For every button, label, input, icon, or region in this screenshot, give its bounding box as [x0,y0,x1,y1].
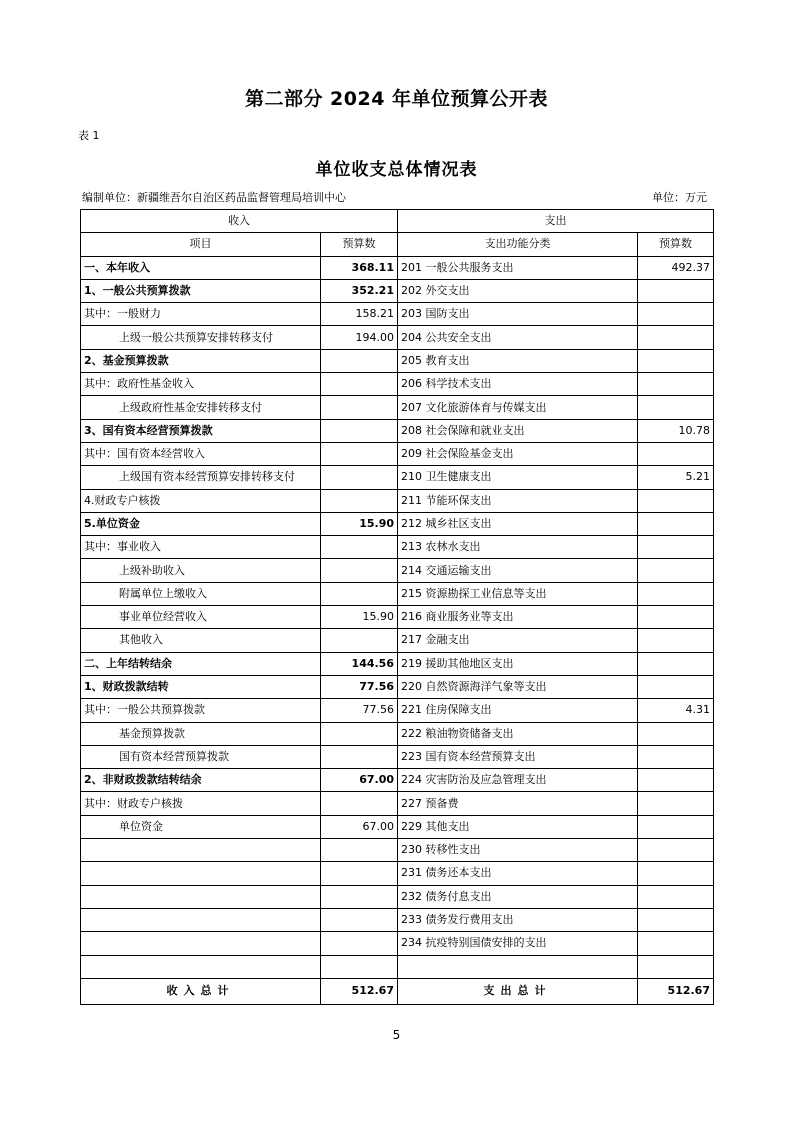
income-item-value [321,442,398,465]
page-number: 5 [392,1028,401,1042]
income-item-label: 上级补助收入 [81,559,321,582]
table-row [81,396,714,419]
table-row [81,675,714,698]
expense-function-label: 207 文化旅游体育与传媒支出 [398,396,638,419]
table-row [81,769,714,792]
expense-function-label: 211 节能环保支出 [398,489,638,512]
table-header-row-2 [81,233,714,256]
page-title: 第二部分 2024 年单位预算公开表 [244,88,549,110]
expense-function-value: 10.78 [638,419,714,442]
income-item-label: 附属单位上缴收入 [81,582,321,605]
table-row [81,582,714,605]
income-item-label: 其中：事业收入 [81,536,321,559]
income-item-label: 上级政府性基金安排转移支付 [81,396,321,419]
total-income-value: 512.67 [321,978,398,1004]
income-item-label: 其他收入 [81,629,321,652]
expense-function-label: 224 灾害防治及应急管理支出 [398,769,638,792]
expense-function-label: 221 住房保障支出 [398,699,638,722]
table-row [81,536,714,559]
income-item-value [321,396,398,419]
income-item-value [321,932,398,955]
table-row [81,466,714,489]
table-row [81,303,714,326]
expense-function-value [638,722,714,745]
income-item-value: 67.00 [321,815,398,838]
income-item-value: 194.00 [321,326,398,349]
expense-function-label: 222 粮油物资储备支出 [398,722,638,745]
table-row [81,815,714,838]
income-item-value: 352.21 [321,279,398,302]
income-item-value: 67.00 [321,769,398,792]
income-item-label: 其中：政府性基金收入 [81,373,321,396]
income-item-value [321,466,398,489]
expense-function-label: 223 国有资本经营预算支出 [398,745,638,768]
income-item-value [321,349,398,372]
income-item-label: 事业单位经营收入 [81,606,321,629]
table-header-row-1 [81,210,714,233]
expense-function-value [638,512,714,535]
total-income-label: 收入总计 [81,978,321,1004]
income-item-label: 4.财政专户核拨 [81,489,321,512]
expense-function-label: 204 公共安全支出 [398,326,638,349]
expense-function-value [638,582,714,605]
expense-function-label: 214 交通运输支出 [398,559,638,582]
table-row [81,955,714,978]
income-item-value: 15.90 [321,606,398,629]
income-item-value [321,792,398,815]
expense-function-label: 233 债务发行费用支出 [398,908,638,931]
expense-function-value: 5.21 [638,466,714,489]
budget-table [80,209,714,1005]
income-item-label [81,885,321,908]
table-row [81,699,714,722]
table-row [81,559,714,582]
income-item-value [321,955,398,978]
total-expense-value: 512.67 [638,978,714,1004]
table-row [81,606,714,629]
expense-function-value [638,885,714,908]
income-item-label [81,908,321,931]
expense-function-value: 4.31 [638,699,714,722]
income-item-value: 144.56 [321,652,398,675]
expense-function-value [638,396,714,419]
table-row [81,489,714,512]
income-item-value [321,885,398,908]
expense-function-label: 216 商业服务业等支出 [398,606,638,629]
expense-function-label: 232 债务付息支出 [398,885,638,908]
table-row [81,885,714,908]
expense-function-label: 229 其他支出 [398,815,638,838]
expense-function-value [638,326,714,349]
currency-unit: 单位：万元 [652,191,707,204]
table-row [81,722,714,745]
income-item-label: 3、国有资本经营预算拨款 [81,419,321,442]
expense-function-value [638,955,714,978]
item-column-header: 项目 [81,233,321,256]
expense-function-value [638,675,714,698]
expense-function-value [638,349,714,372]
expense-function-label: 234 抗疫特别国债安排的支出 [398,932,638,955]
expense-function-value [638,769,714,792]
income-item-label: 基金预算拨款 [81,722,321,745]
income-item-label: 上级国有资本经营预算安排转移支付 [81,466,321,489]
expense-function-label: 213 农林水支出 [398,536,638,559]
expense-function-label: 201 一般公共服务支出 [398,256,638,279]
expense-function-label: 210 卫生健康支出 [398,466,638,489]
table-row [81,629,714,652]
expense-function-value: 492.37 [638,256,714,279]
expense-function-value [638,559,714,582]
expense-function-value [638,745,714,768]
table-row [81,442,714,465]
table-row [81,326,714,349]
table-row [81,419,714,442]
expense-function-value [638,792,714,815]
expense-function-value [638,629,714,652]
total-row [81,978,714,1004]
expense-function-value [638,862,714,885]
income-item-value [321,722,398,745]
expense-function-label: 217 金融支出 [398,629,638,652]
expense-function-label: 227 预备费 [398,792,638,815]
income-item-value: 77.56 [321,699,398,722]
table-row [81,932,714,955]
table-row [81,745,714,768]
income-item-value [321,582,398,605]
table-title: 单位收支总体情况表 [315,160,478,180]
income-item-label [81,839,321,862]
income-item-value [321,419,398,442]
expense-function-label: 202 外交支出 [398,279,638,302]
table-row [81,512,714,535]
function-column-header: 支出功能分类 [398,233,638,256]
expense-function-label: 206 科学技术支出 [398,373,638,396]
income-item-value [321,839,398,862]
income-item-label: 2、非财政拨款结转结余 [81,769,321,792]
expense-function-value [638,303,714,326]
income-item-value [321,629,398,652]
table-row [81,862,714,885]
expense-function-label: 215 资源勘探工业信息等支出 [398,582,638,605]
expense-function-label: 208 社会保障和就业支出 [398,419,638,442]
expense-function-value [638,908,714,931]
expense-function-value [638,442,714,465]
income-item-label: 1、财政拨款结转 [81,675,321,698]
income-item-label: 5.单位资金 [81,512,321,535]
expense-function-value [638,932,714,955]
expense-function-value [638,815,714,838]
income-item-label: 国有资本经营预算拨款 [81,745,321,768]
expense-function-value [638,536,714,559]
expense-function-value [638,279,714,302]
income-item-value: 158.21 [321,303,398,326]
expense-function-label: 205 教育支出 [398,349,638,372]
income-item-label: 其中：一般财力 [81,303,321,326]
income-item-value [321,745,398,768]
budget-column-header: 预算数 [321,233,398,256]
table-row [81,652,714,675]
income-item-label: 单位资金 [81,815,321,838]
table-row [81,839,714,862]
expense-function-value [638,373,714,396]
income-item-label: 1、一般公共预算拨款 [81,279,321,302]
income-item-value [321,536,398,559]
expense-function-label [398,955,638,978]
expense-function-label: 220 自然资源海洋气象等支出 [398,675,638,698]
expense-function-value [638,839,714,862]
income-header: 收入 [81,210,398,233]
income-item-value: 15.90 [321,512,398,535]
income-item-label: 其中：一般公共预算拨款 [81,699,321,722]
expense-function-label: 203 国防支出 [398,303,638,326]
income-item-value: 368.11 [321,256,398,279]
table-row [81,373,714,396]
table-number: 表 1 [78,129,100,142]
income-item-value [321,908,398,931]
income-item-label: 其中：国有资本经营收入 [81,442,321,465]
expense-function-label: 219 援助其他地区支出 [398,652,638,675]
income-item-value [321,862,398,885]
compiling-unit: 编制单位：新疆维吾尔自治区药品监督管理局培训中心 [82,191,346,204]
income-item-label [81,862,321,885]
income-item-value: 77.56 [321,675,398,698]
expense-function-value [638,489,714,512]
income-item-value [321,373,398,396]
budget2-column-header: 预算数 [638,233,714,256]
income-item-label: 上级一般公共预算安排转移支付 [81,326,321,349]
total-expense-label: 支出总计 [398,978,638,1004]
expense-function-label: 212 城乡社区支出 [398,512,638,535]
expense-header: 支出 [398,210,714,233]
table-row [81,792,714,815]
table-row [81,256,714,279]
income-item-label [81,932,321,955]
expense-function-label: 230 转移性支出 [398,839,638,862]
income-item-label: 二、上年结转结余 [81,652,321,675]
table-row [81,908,714,931]
expense-function-value [638,606,714,629]
table-row [81,279,714,302]
income-item-label: 其中：财政专户核拨 [81,792,321,815]
expense-function-label: 231 债务还本支出 [398,862,638,885]
expense-function-label: 209 社会保险基金支出 [398,442,638,465]
income-item-label: 2、基金预算拨款 [81,349,321,372]
income-item-value [321,489,398,512]
table-row [81,349,714,372]
expense-function-value [638,652,714,675]
income-item-label [81,955,321,978]
income-item-label: 一、本年收入 [81,256,321,279]
income-item-value [321,559,398,582]
